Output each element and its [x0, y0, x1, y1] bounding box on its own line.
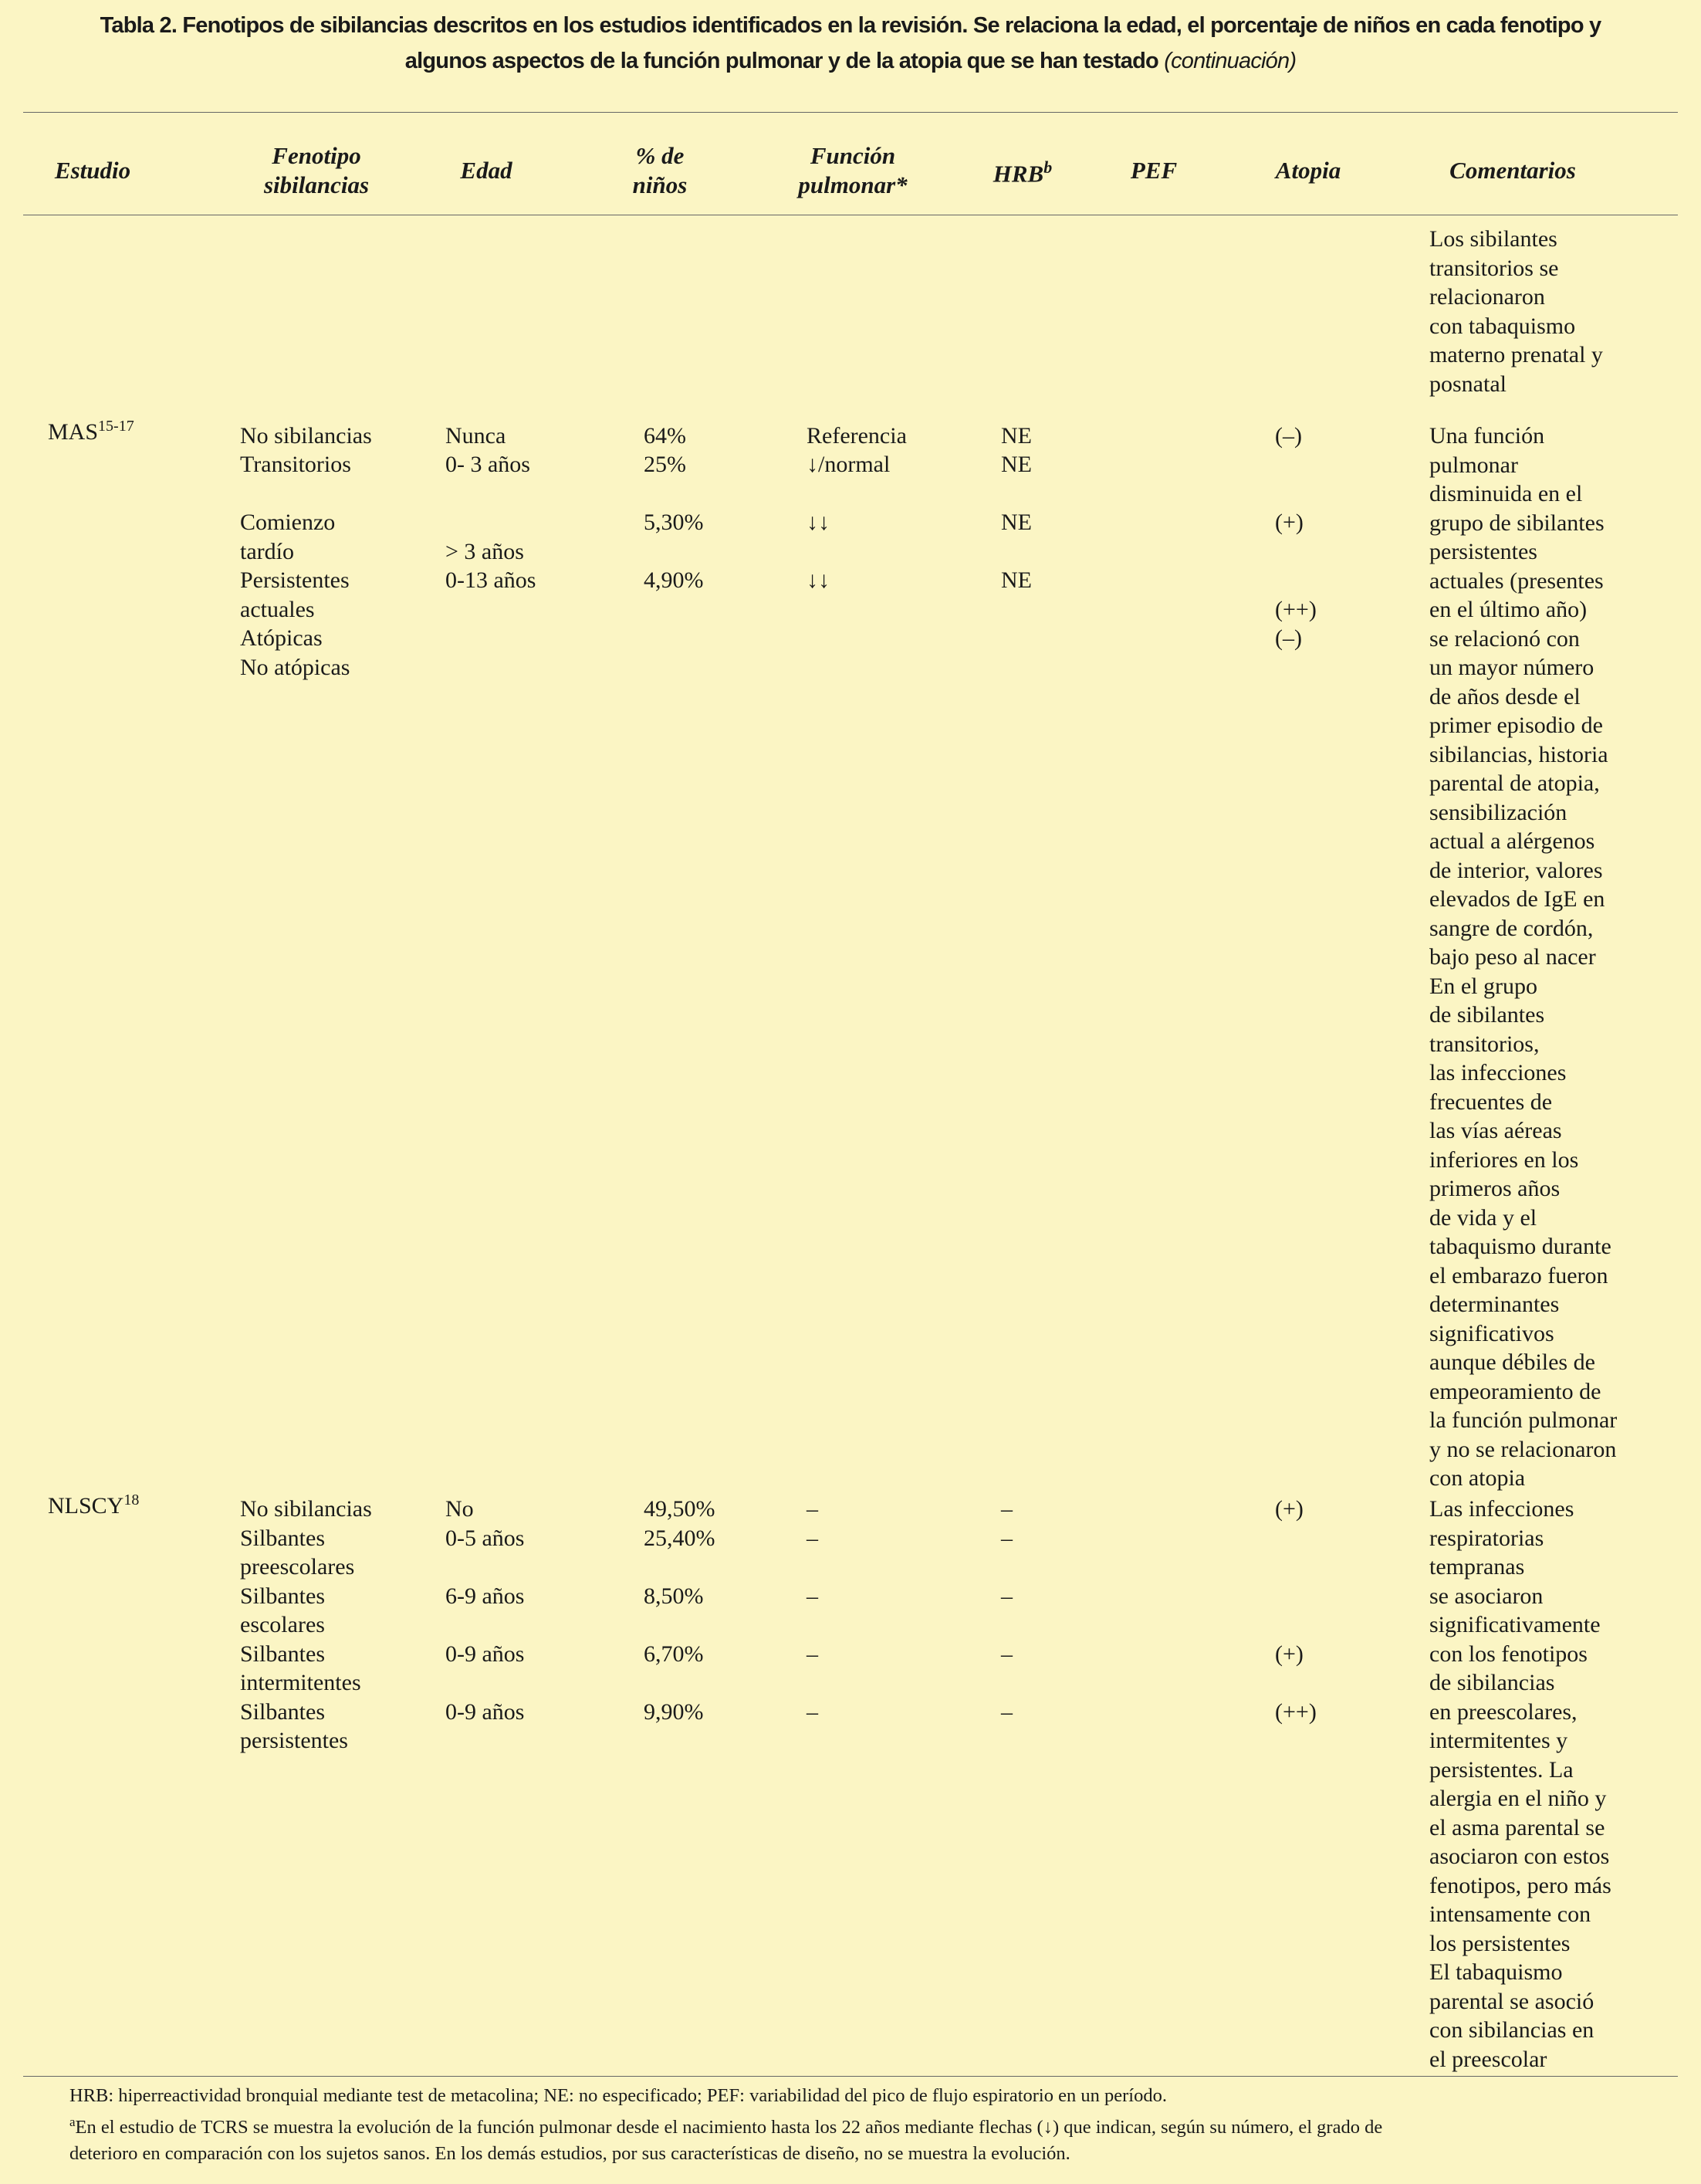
- comment-line: con atopia: [1429, 1465, 1526, 1491]
- age: 0-5 años: [445, 1525, 525, 1551]
- hrb-value: NE: [1001, 423, 1032, 449]
- comment-line: intensamente con: [1429, 1901, 1591, 1927]
- comment-line: inferiores en los: [1429, 1146, 1579, 1173]
- phenotype: tardío: [240, 539, 294, 564]
- caption-line-2: [23, 43, 1678, 79]
- header-pef: [1111, 135, 1196, 206]
- lung-function: –: [807, 1525, 818, 1551]
- comment-line: disminuida en el: [1429, 481, 1583, 506]
- table-bottom-rule: [23, 2076, 1678, 2077]
- header-comentarios-text: Comentarios: [1449, 157, 1576, 184]
- atopy-value: (++): [1275, 1699, 1317, 1725]
- comment-line: materno prenatal y: [1429, 342, 1603, 367]
- percent: 64%: [644, 423, 686, 449]
- comment-line: un mayor número: [1429, 655, 1594, 680]
- comment-line: y no se relacionaron: [1429, 1436, 1617, 1462]
- age: No: [445, 1496, 474, 1522]
- comment-line: con tabaquismo: [1429, 313, 1576, 339]
- percent: 6,70%: [644, 1641, 704, 1667]
- lung-function: –: [807, 1583, 818, 1609]
- header-pct: [602, 135, 718, 206]
- phenotype: Silbantes: [240, 1525, 325, 1551]
- comment-line: en el último año): [1429, 597, 1588, 622]
- header-pct-line2: niños: [632, 171, 688, 198]
- lung-function: Referencia: [807, 423, 907, 449]
- header-fenotipo-line2: sibilancias: [263, 171, 370, 198]
- percent: 49,50%: [644, 1496, 715, 1522]
- comment-line: grupo de sibilantes: [1429, 510, 1605, 536]
- phenotype: intermitentes: [240, 1670, 361, 1695]
- header-pef-text: PEF: [1130, 157, 1178, 184]
- comment-line: pulmonar: [1429, 452, 1518, 478]
- lung-function: ↓/normal: [807, 452, 891, 477]
- comment-line: el embarazo fueron: [1429, 1262, 1608, 1288]
- phenotype: Transitorios: [240, 452, 351, 477]
- atopy-value: (+): [1275, 1496, 1304, 1522]
- header-hrb-text: HRB: [993, 160, 1044, 188]
- comment-line: parental de atopia,: [1429, 770, 1600, 796]
- comment-line: con sibilancias en: [1429, 2017, 1594, 2043]
- hrb-value: –: [1001, 1699, 1013, 1725]
- comment-line: se asociaron: [1429, 1583, 1544, 1609]
- caption-continuation: (continuación): [1164, 49, 1297, 73]
- hrb-value: NE: [1001, 510, 1032, 535]
- comment-line: significativos: [1429, 1320, 1554, 1346]
- comment-line: sangre de cordón,: [1429, 915, 1594, 941]
- comment-line: el asma parental se: [1429, 1814, 1605, 1840]
- lung-function: –: [807, 1496, 818, 1522]
- comment-line: actuales (presentes: [1429, 567, 1604, 594]
- header-hrb-sup: b: [1043, 157, 1053, 177]
- comment-line: parental se asoció: [1429, 1988, 1594, 2014]
- header-hrb: [980, 135, 1065, 206]
- phenotype: Silbantes: [240, 1699, 325, 1725]
- comment-line: aunque débiles de: [1429, 1349, 1595, 1375]
- header-comentarios: [1420, 135, 1605, 206]
- comment-line: relacionaron: [1429, 284, 1545, 310]
- phenotype: Persistentes: [240, 567, 350, 593]
- comment-line: de sibilancias: [1429, 1670, 1555, 1695]
- comment-line: empeoramiento de: [1429, 1378, 1601, 1404]
- percent: 4,90%: [644, 567, 704, 593]
- comment-line: intermitentes y: [1429, 1728, 1568, 1753]
- footnotes: [69, 2083, 1675, 2167]
- comment-line: en preescolares,: [1429, 1698, 1578, 1725]
- age: 0- 3 años: [445, 452, 530, 477]
- table-caption: [23, 8, 1678, 79]
- header-funcion: [772, 135, 934, 206]
- lung-function: ↓↓: [807, 510, 830, 535]
- nlscy-comment: [1429, 1495, 1653, 2074]
- header-funcion-line2: pulmonar*: [798, 171, 908, 198]
- phenotype: actuales: [240, 597, 315, 622]
- comment-line: el preescolar: [1429, 2046, 1547, 2072]
- comment-line: las vías aéreas: [1429, 1118, 1562, 1143]
- comment-line: actual a alérgenos: [1429, 828, 1595, 854]
- atopy-value: (+): [1275, 1641, 1304, 1667]
- footnote-a: [69, 2109, 1675, 2141]
- atopy-value: (++): [1275, 597, 1317, 622]
- comment-line: sensibilización: [1429, 799, 1567, 825]
- comment-line: determinantes: [1429, 1292, 1560, 1317]
- comment-line: de vida y el: [1429, 1204, 1537, 1231]
- atopy-value: (–): [1275, 625, 1302, 651]
- hrb-value: –: [1001, 1641, 1013, 1667]
- header-top-rule: [23, 112, 1678, 113]
- age: 0-9 años: [445, 1699, 525, 1725]
- study-nlscy: [48, 1492, 139, 1521]
- comment-line: persistentes: [1429, 539, 1537, 564]
- age: 0-9 años: [445, 1641, 525, 1667]
- comment-line: de sibilantes: [1429, 1002, 1545, 1028]
- comment-line: de años desde el: [1429, 683, 1581, 709]
- comment-line: bajo peso al nacer: [1429, 944, 1596, 970]
- phenotype: Comienzo: [240, 510, 336, 535]
- header-edad-text: Edad: [460, 157, 512, 184]
- study-name: MAS: [48, 419, 99, 445]
- hrb-value: NE: [1001, 567, 1032, 593]
- header-estudio: [31, 135, 154, 206]
- phenotype: No sibilancias: [240, 1496, 372, 1522]
- comment-line: Los sibilantes: [1429, 226, 1557, 252]
- hrb-value: –: [1001, 1525, 1013, 1551]
- footnote-a-text: En el estudio de TCRS se muestra la evolución de la función pulmonar desde el nacimiento hasta los 22 años mediante flechas (↓) que indican, según su número, el grado de: [75, 2117, 1383, 2138]
- percent: 25,40%: [644, 1525, 715, 1551]
- phenotype: Silbantes: [240, 1641, 325, 1667]
- comment-line: con los fenotipos: [1429, 1641, 1588, 1667]
- phenotype: Atópicas: [240, 625, 323, 651]
- comment-line: Las infecciones: [1429, 1496, 1574, 1522]
- atopy-value: (–): [1275, 423, 1302, 449]
- phenotype: persistentes: [240, 1728, 348, 1753]
- percent: 8,50%: [644, 1583, 704, 1609]
- footnote-a-continued: deterioro en comparación con los sujetos sanos. En los demás estudios, por sus características de diseño, no se muestra la evolución.: [69, 2143, 1070, 2165]
- comment-line: la función pulmonar: [1429, 1407, 1618, 1433]
- header-funcion-line1: Función: [810, 142, 896, 169]
- lung-function: –: [807, 1699, 818, 1725]
- phenotype: No atópicas: [240, 655, 350, 680]
- header-atopia: [1250, 135, 1366, 206]
- phenotype: preescolares: [240, 1554, 355, 1580]
- hrb-value: NE: [1001, 452, 1032, 477]
- lung-function: –: [807, 1641, 818, 1667]
- comment-line: tempranas: [1429, 1554, 1525, 1580]
- comment-line: significativamente: [1429, 1612, 1601, 1637]
- comment-line: transitorios se: [1429, 255, 1559, 281]
- age: 0-13 años: [445, 567, 536, 593]
- comment-line: de interior, valores: [1429, 857, 1603, 883]
- comment-line: tabaquismo durante: [1429, 1234, 1611, 1259]
- header-estudio-text: Estudio: [54, 157, 131, 184]
- phenotype: No sibilancias: [240, 423, 372, 449]
- comment-line: elevados de IgE en: [1429, 886, 1605, 912]
- comment-line: fenotipos, pero más: [1429, 1872, 1611, 1898]
- comment-line: asociaron con estos: [1429, 1844, 1610, 1869]
- study-reference: 18: [123, 1492, 140, 1508]
- caption-line-2-text: algunos aspectos de la función pulmonar y de la atopia que se han testado: [404, 49, 1158, 73]
- header-edad: [432, 135, 540, 206]
- comment-line: El tabaquismo: [1429, 1959, 1563, 1985]
- header-fenotipo: [232, 135, 401, 206]
- lung-function: ↓↓: [807, 567, 830, 593]
- comment-line: se relacionó con: [1429, 625, 1580, 652]
- phenotype: Silbantes: [240, 1583, 325, 1609]
- percent: 25%: [644, 452, 686, 477]
- comment-line: frecuentes de: [1429, 1089, 1553, 1115]
- comment-line: persistentes. La: [1429, 1756, 1574, 1783]
- footnote-a-mark: a: [69, 2115, 76, 2129]
- comment-line: los persistentes: [1429, 1930, 1571, 1956]
- comment-line: primer episodio de: [1429, 713, 1603, 738]
- atopy-value: (+): [1275, 510, 1304, 535]
- comment-line: Una función: [1429, 423, 1545, 449]
- caption-line-1: Tabla 2. Fenotipos de sibilancias descritos en los estudios identificados en la revisión. Se relaciona la edad, el porcentaje de niños en cada fenotipo y: [100, 13, 1601, 38]
- comment-line: En el grupo: [1429, 973, 1537, 999]
- comment-line: sibilancias, historia: [1429, 741, 1608, 767]
- age: > 3 años: [445, 539, 524, 564]
- study-mas: [48, 418, 134, 447]
- prev-comment: [1429, 225, 1653, 398]
- study-reference: 15-17: [98, 418, 134, 435]
- comment-line: primeros años: [1429, 1176, 1561, 1201]
- percent: 9,90%: [644, 1699, 704, 1725]
- age: 6-9 años: [445, 1583, 525, 1609]
- phenotype: escolares: [240, 1612, 325, 1637]
- mas-comment: [1429, 422, 1653, 1493]
- comment-line: las infecciones: [1429, 1060, 1567, 1085]
- percent: 5,30%: [644, 510, 704, 535]
- comment-line: alergia en el niño y: [1429, 1786, 1607, 1811]
- hrb-value: –: [1001, 1496, 1013, 1522]
- header-atopia-text: Atopia: [1275, 157, 1341, 184]
- study-name: NLSCY: [48, 1493, 124, 1519]
- hrb-value: –: [1001, 1583, 1013, 1609]
- age: Nunca: [445, 423, 506, 449]
- footnote-abbreviations: HRB: hiperreactividad bronquial mediante test de metacolina; NE: no especificado; PEF: variabilidad del pico de flujo espiratorio en un período.: [69, 2085, 1167, 2106]
- comment-line: transitorios,: [1429, 1031, 1540, 1057]
- header-fenotipo-line1: Fenotipo: [272, 142, 361, 169]
- header-pct-line1: % de: [635, 142, 685, 169]
- comment-line: posnatal: [1429, 371, 1507, 397]
- comment-line: respiratorias: [1429, 1525, 1544, 1551]
